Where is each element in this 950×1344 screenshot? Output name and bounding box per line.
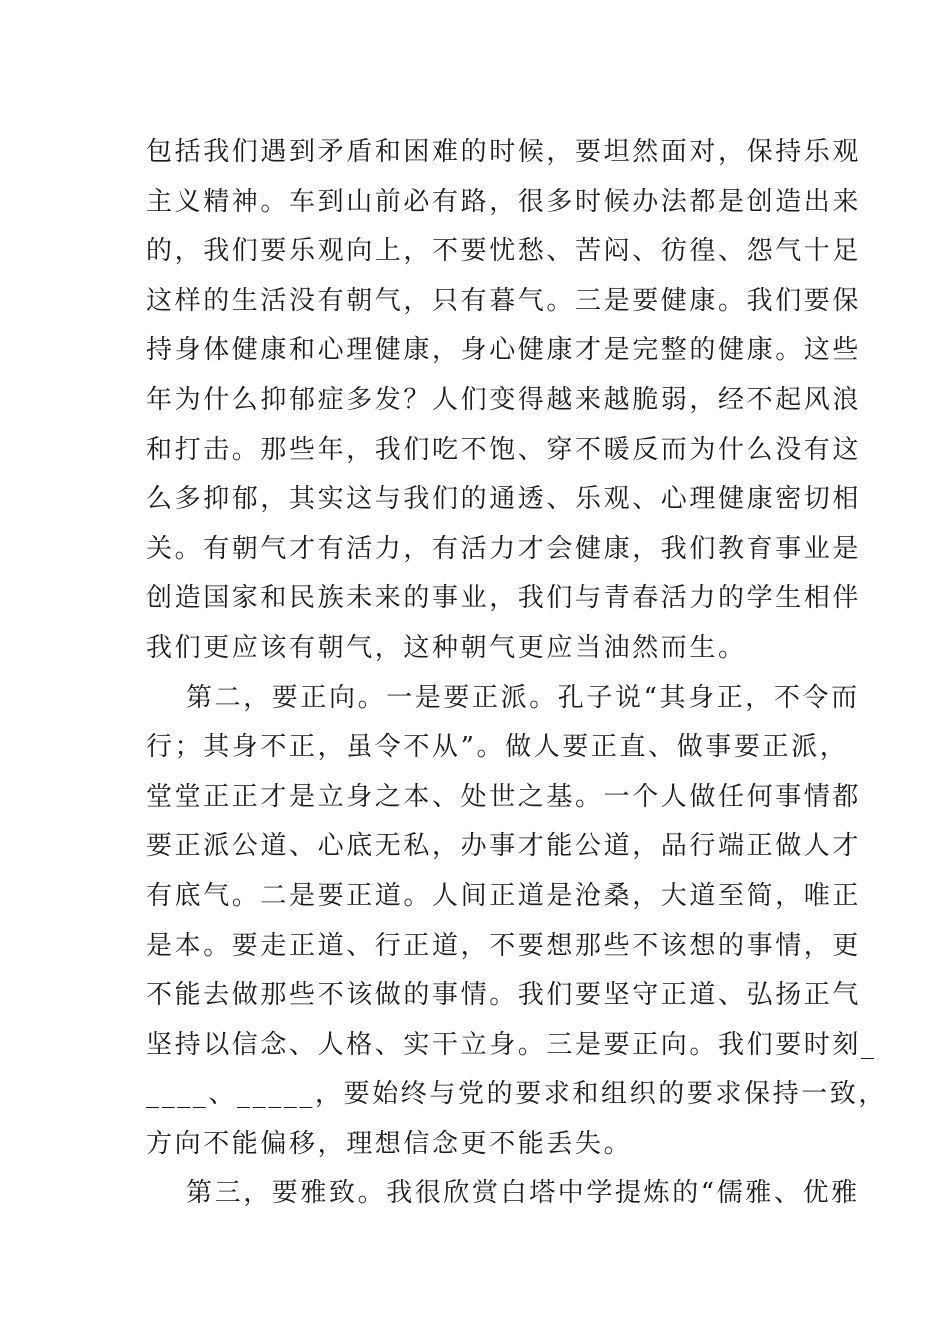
text-line: 要正派公道、心底无私，办事才能公道，品行端正做人才 bbox=[146, 831, 862, 862]
text-line: 持身体健康和心理健康，身心健康才是完整的健康。这些 bbox=[146, 335, 862, 366]
body-text bbox=[146, 128, 888, 1219]
text-line: 行；其身不正，虽令不从”。做人要正直、做事要正派， bbox=[146, 732, 849, 763]
text-line: 关。有朝气才有活力，有活力才会健康，我们教育事业是 bbox=[146, 533, 862, 564]
text-line: 主义精神。车到山前必有路，很多时候办法都是创造出来 bbox=[146, 186, 862, 217]
text-line: 我们更应该有朝气，这种朝气更应当油然而生。 bbox=[146, 632, 747, 663]
text-line: 是本。要走正道、行正道，不要想那些不该想的事情，更 bbox=[146, 930, 862, 961]
text-line: 和打击。那些年，我们吃不饱、穿不暖反而为什么没有这 bbox=[146, 434, 862, 465]
paragraph-start-line: 第二，要正向。一是要正派。孔子说“其身正，不令而 bbox=[186, 682, 860, 713]
text-line: ____、_____，要始终与党的要求和组织的要求保持一致， bbox=[146, 1079, 888, 1110]
paragraph-start-line: 第三，要雅致。我很欣赏白塔中学提炼的“儒雅、优雅 bbox=[186, 1178, 860, 1209]
text-line: 的，我们要乐观向上，不要忧愁、苦闷、彷徨、怨气十足 bbox=[146, 236, 862, 267]
text-line: 这样的生活没有朝气，只有暮气。三是要健康。我们要保 bbox=[146, 285, 862, 316]
text-line: 有底气。二是要正道。人间正道是沧桑，大道至简，唯正 bbox=[146, 880, 862, 911]
text-line: 么多抑郁，其实这与我们的通透、乐观、心理健康密切相 bbox=[146, 484, 862, 515]
text-line: 堂堂正正才是立身之本、处世之基。一个人做任何事情都 bbox=[146, 781, 862, 812]
text-line: 方向不能偏移，理想信念更不能丢失。 bbox=[146, 1128, 633, 1159]
text-line: 坚持以信念、人格、实干立身。三是要正向。我们要时刻_ bbox=[146, 1029, 877, 1060]
text-line: 包括我们遇到矛盾和困难的时候，要坦然面对，保持乐观 bbox=[146, 137, 862, 167]
text-line: 年为什么抑郁症多发？人们变得越来越脆弱，经不起风浪 bbox=[146, 384, 862, 415]
text-line: 不能去做那些不该做的事情。我们要坚守正道、弘扬正气 bbox=[146, 980, 862, 1011]
text-line: 创造国家和民族未来的事业，我们与青春活力的学生相伴 bbox=[146, 583, 862, 614]
